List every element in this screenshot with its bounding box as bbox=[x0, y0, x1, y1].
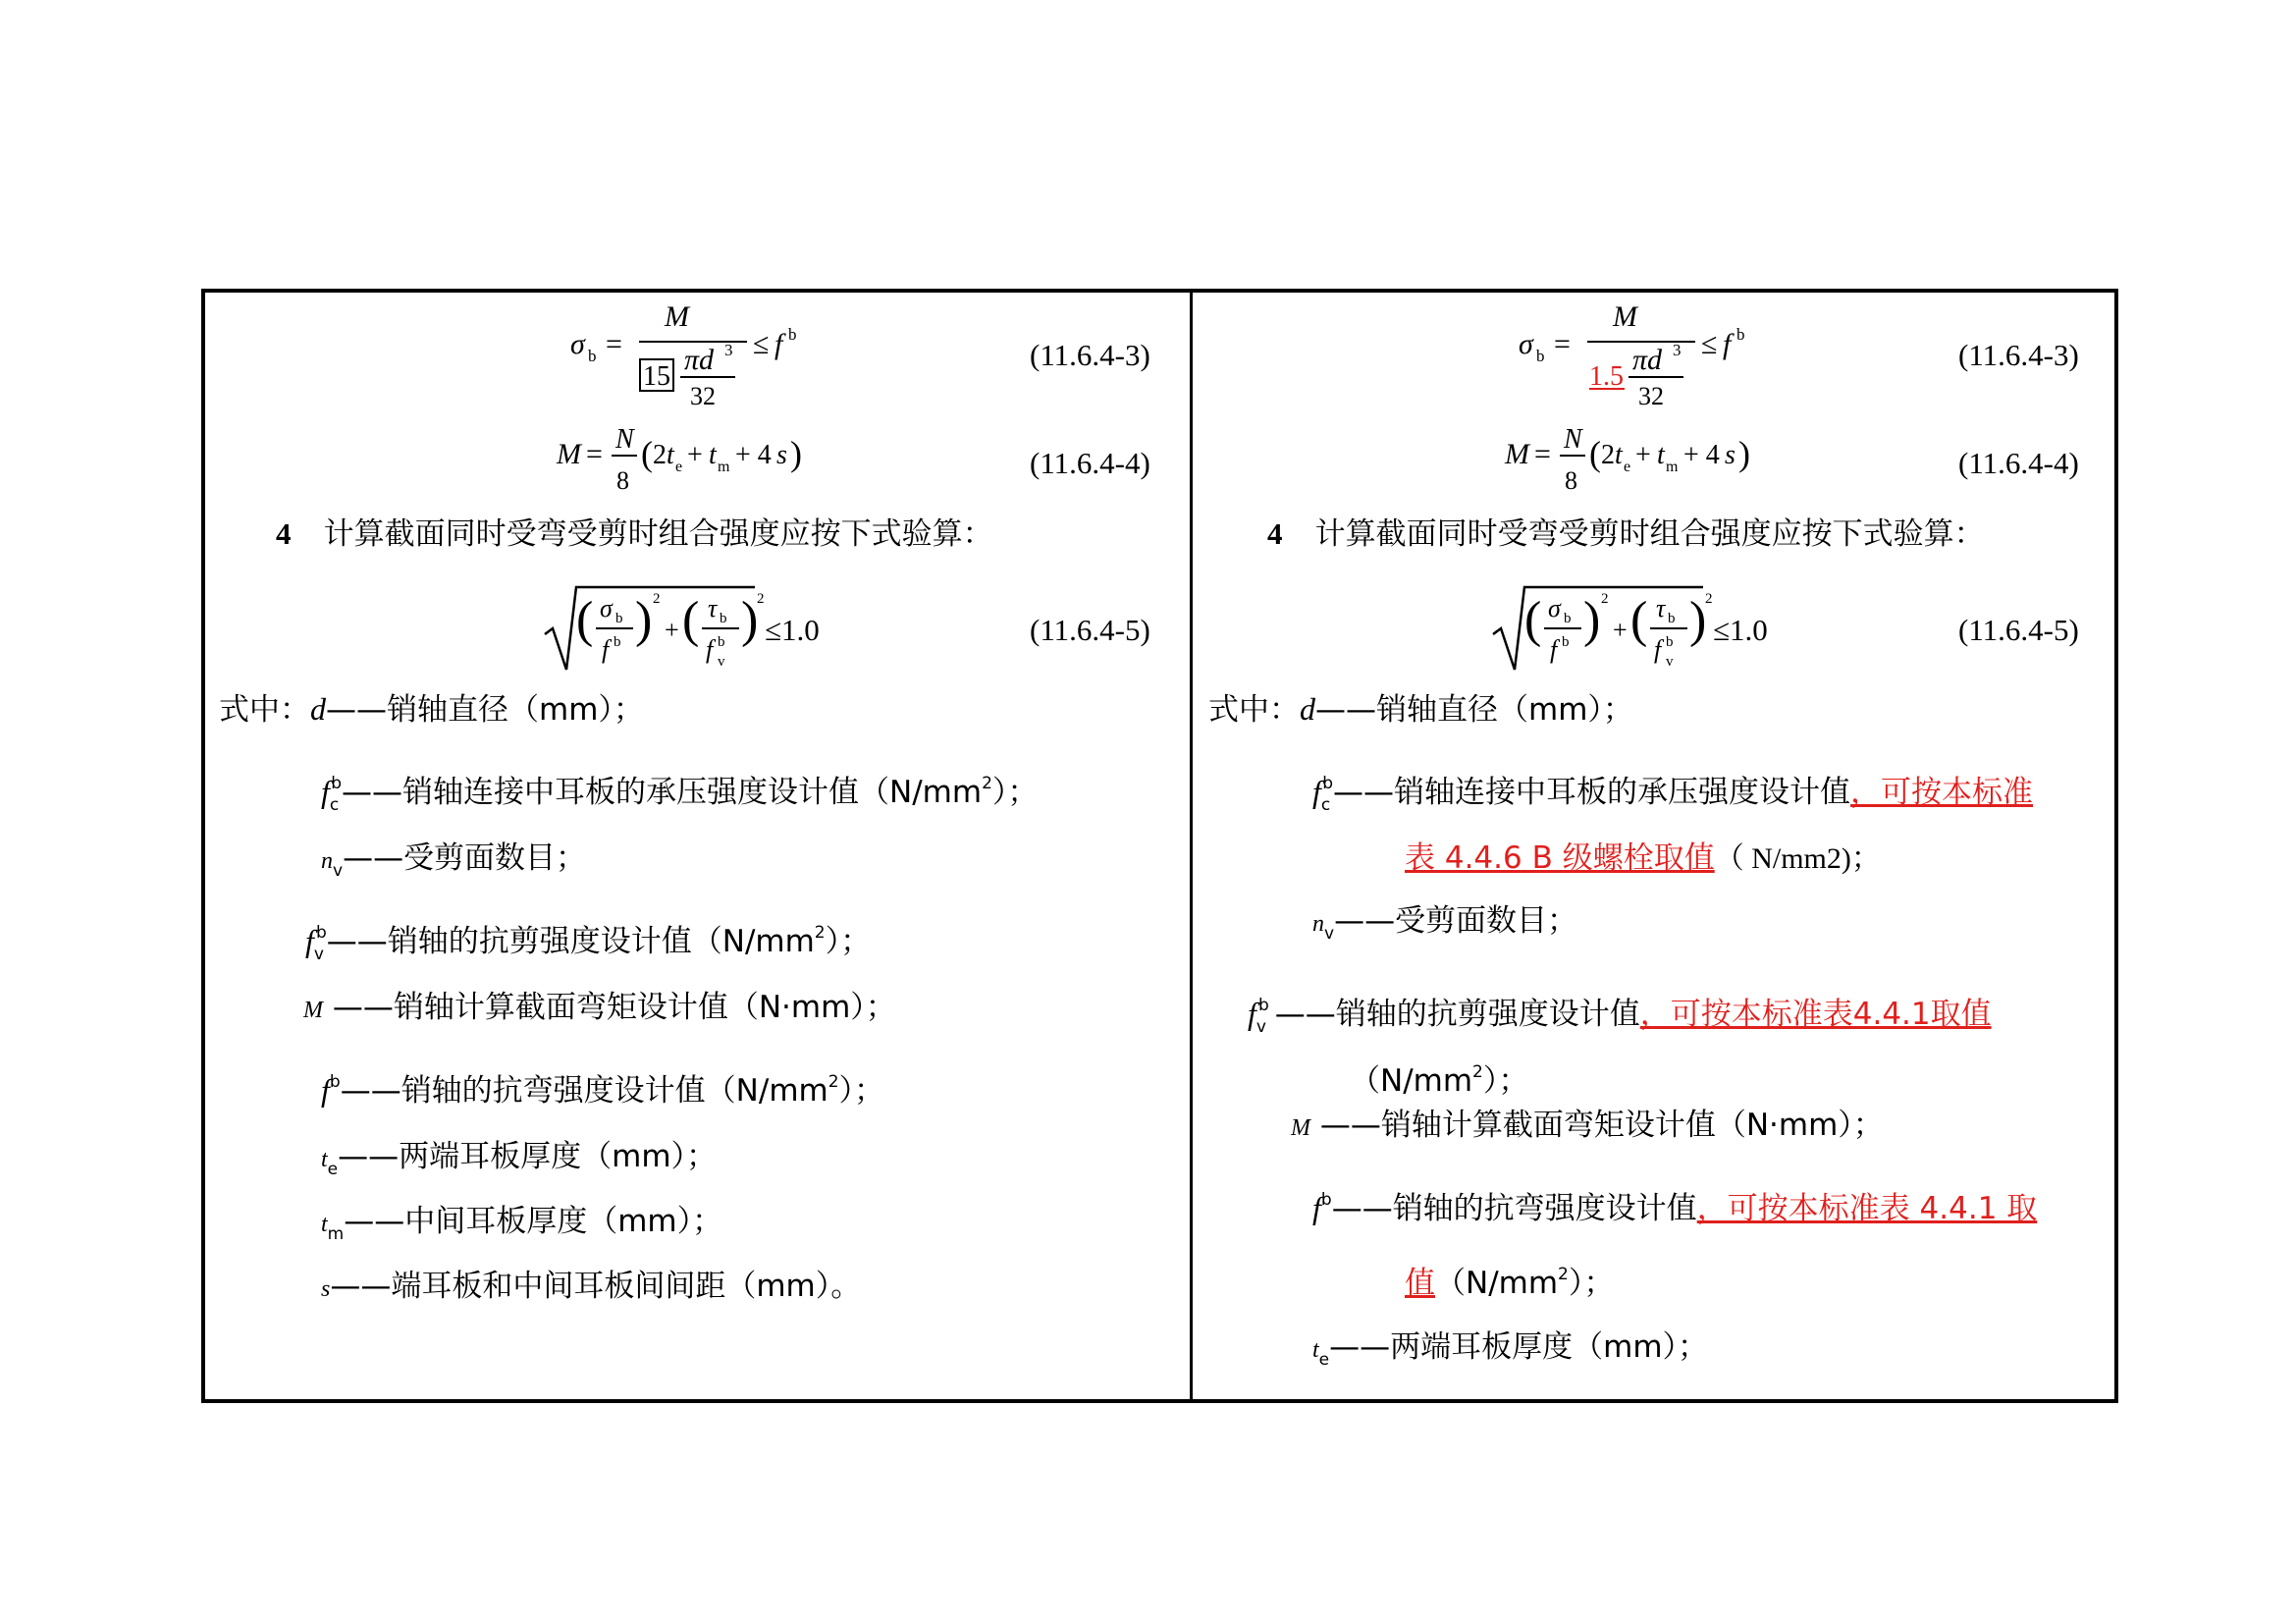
def-d-right: 式中：d——销轴直径（mm）； bbox=[1208, 691, 1633, 728]
svg-text:=: = bbox=[606, 328, 622, 360]
svg-text:M: M bbox=[557, 438, 581, 470]
step-text: 计算截面同时受弯受剪时组合强度应按下式验算： bbox=[323, 516, 993, 552]
eq-label-11-6-4-3-right: (11.6.4-3) bbox=[1958, 338, 2079, 372]
svg-text:v: v bbox=[1666, 654, 1674, 670]
svg-text:b: b bbox=[1668, 611, 1676, 626]
def-fcb-right-cont: 表 4.4.6 B 级螺栓取值（ N/mm2)； bbox=[1405, 840, 1881, 876]
def-fb-left: $f^b——$销轴的抗弯强度设计值$(N/mm^2)$； bbox=[321, 1072, 885, 1109]
sigma-symbol: σ bbox=[570, 328, 585, 360]
formula-11-6-4-3-right bbox=[1507, 298, 1762, 411]
svg-text:b: b bbox=[788, 325, 797, 344]
svg-text:2: 2 bbox=[757, 591, 765, 607]
svg-text:): ) bbox=[635, 592, 653, 648]
left-column bbox=[205, 289, 1190, 1403]
def-M-left: M ——销轴计算截面弯矩设计值（N·mm）； bbox=[303, 990, 896, 1025]
coefficient-1-5: 1.5 bbox=[1589, 361, 1624, 392]
svg-text:b: b bbox=[588, 347, 597, 365]
formula-11-6-4-4-right bbox=[1495, 418, 1770, 497]
svg-text:2: 2 bbox=[1705, 591, 1713, 607]
svg-text:M: M bbox=[1505, 438, 1529, 470]
revision-text: 表 4.4.6 B 级螺栓取值 bbox=[1405, 840, 1715, 876]
svg-text:τ: τ bbox=[708, 594, 718, 623]
svg-text:b: b bbox=[1564, 611, 1572, 626]
svg-text:3: 3 bbox=[1673, 341, 1682, 359]
inequality-rhs-right: ≤1.0 bbox=[1713, 613, 1768, 647]
svg-text:+: + bbox=[1613, 616, 1628, 644]
svg-text:t: t bbox=[1657, 440, 1665, 470]
svg-text:8: 8 bbox=[616, 466, 629, 495]
revision-text: ，可按本标准表 4.4.1 取 bbox=[1696, 1191, 2038, 1226]
svg-text:): ) bbox=[1583, 592, 1601, 648]
eq-label-11-6-4-4-right: (11.6.4-4) bbox=[1958, 446, 2079, 480]
svg-text:f: f bbox=[706, 635, 714, 664]
svg-text:b: b bbox=[1536, 347, 1545, 365]
svg-text:σ: σ bbox=[1519, 328, 1533, 360]
svg-text:σ: σ bbox=[1548, 594, 1561, 623]
eq-label-11-6-4-5-left: (11.6.4-5) bbox=[1030, 613, 1150, 647]
svg-text:): ) bbox=[1738, 434, 1750, 473]
svg-text:=: = bbox=[586, 438, 603, 470]
svg-text:3: 3 bbox=[724, 341, 733, 359]
svg-text:2: 2 bbox=[653, 591, 661, 607]
svg-text:(: ( bbox=[641, 434, 653, 473]
def-fcb-left: $f_c^b——$销轴连接中耳板的承压强度设计值$(N/mm^2)$； bbox=[321, 774, 1039, 815]
svg-text:πd: πd bbox=[1632, 344, 1663, 376]
revision-text: ，可按本标准表4.4.1取值 bbox=[1639, 997, 1992, 1032]
def-fcb-right: $f_c^b——$销轴连接中耳板的承压强度设计值，可按本标准 bbox=[1312, 774, 2034, 815]
svg-text:b: b bbox=[1666, 634, 1674, 650]
svg-text:f: f bbox=[1550, 635, 1558, 664]
svg-text:m: m bbox=[1666, 459, 1679, 475]
svg-text:(: ( bbox=[1589, 434, 1601, 473]
svg-text:t: t bbox=[1615, 440, 1623, 470]
svg-text:t: t bbox=[667, 440, 674, 470]
coefficient-15: 15 bbox=[643, 361, 670, 392]
svg-text:b: b bbox=[1736, 325, 1745, 344]
eq-label-11-6-4-5-right: (11.6.4-5) bbox=[1958, 613, 2079, 647]
svg-text:+ 4: + 4 bbox=[1683, 440, 1720, 470]
svg-text:f: f bbox=[1654, 635, 1662, 664]
def-d-left: 式中：d——销轴直径（mm）； bbox=[219, 691, 644, 728]
symbol-d: d bbox=[310, 691, 326, 727]
svg-text:b: b bbox=[720, 611, 727, 626]
def-fb-right: $f^b——$销轴的抗弯强度设计值，可按本标准表 4.4.1 取 bbox=[1312, 1190, 2038, 1226]
svg-text:): ) bbox=[741, 592, 759, 648]
def-nv-right: $n_v——$受剪面数目； bbox=[1312, 903, 1578, 944]
svg-text:b: b bbox=[718, 634, 725, 650]
svg-text:(: ( bbox=[1524, 592, 1542, 648]
def-s-left: s——端耳板和中间耳板间间距（mm）。 bbox=[321, 1269, 862, 1304]
svg-text:πd: πd bbox=[684, 344, 715, 376]
svg-text:): ) bbox=[790, 434, 802, 473]
svg-text:s: s bbox=[1725, 440, 1735, 470]
svg-text:+ 4: + 4 bbox=[735, 440, 772, 470]
revision-text: 值 bbox=[1405, 1266, 1435, 1301]
svg-text:32: 32 bbox=[1638, 382, 1664, 410]
svg-text:m: m bbox=[718, 459, 730, 475]
svg-text:): ) bbox=[1689, 592, 1707, 648]
where-prefix: 式中： bbox=[219, 692, 310, 728]
svg-text:≤: ≤ bbox=[1701, 328, 1718, 360]
svg-text:M: M bbox=[1613, 300, 1637, 333]
svg-text:f: f bbox=[774, 328, 783, 360]
def-fvb-right-unit: $(N/mm^2)$； bbox=[1350, 1062, 1529, 1099]
svg-text:(: ( bbox=[682, 592, 700, 648]
svg-text:s: s bbox=[776, 440, 787, 470]
svg-text:+: + bbox=[1635, 440, 1651, 470]
step-number: 4 bbox=[276, 516, 292, 551]
svg-text:=: = bbox=[1534, 438, 1551, 470]
inequality-rhs-left: ≤1.0 bbox=[765, 613, 820, 647]
svg-text:σ: σ bbox=[600, 594, 613, 623]
def-fvb-right: $f_v^b$ ——销轴的抗剪强度设计值，可按本标准表4.4.1取值 bbox=[1248, 996, 1992, 1037]
svg-text:2: 2 bbox=[1601, 591, 1609, 607]
svg-text:+: + bbox=[687, 440, 703, 470]
step-4-left bbox=[276, 516, 993, 552]
svg-text:2: 2 bbox=[653, 440, 667, 470]
svg-text:f: f bbox=[1723, 328, 1732, 360]
svg-text:+: + bbox=[665, 616, 679, 644]
svg-text:f: f bbox=[602, 635, 610, 664]
def-fb-right-cont: 值$(N/mm^2)$； bbox=[1405, 1265, 1615, 1301]
eq-label-11-6-4-3-left: (11.6.4-3) bbox=[1030, 338, 1150, 372]
right-column bbox=[1193, 289, 2114, 1403]
svg-text:N: N bbox=[615, 424, 634, 455]
eq-label-11-6-4-4-left: (11.6.4-4) bbox=[1030, 446, 1150, 480]
svg-text:t: t bbox=[709, 440, 717, 470]
revision-text: ，可按本标准 bbox=[1850, 775, 2034, 810]
svg-text:e: e bbox=[675, 459, 683, 475]
formula-11-6-4-3-left bbox=[559, 298, 814, 411]
svg-text:M: M bbox=[665, 300, 689, 333]
svg-text:32: 32 bbox=[690, 382, 716, 410]
svg-text:τ: τ bbox=[1656, 594, 1666, 623]
def-M-right: M ——销轴计算截面弯矩设计值（N·mm）； bbox=[1291, 1108, 1884, 1143]
def-tm-left: $t_m——$中间耳板厚度（mm）； bbox=[321, 1204, 723, 1244]
svg-text:=: = bbox=[1554, 328, 1571, 360]
svg-text:N: N bbox=[1564, 424, 1582, 455]
svg-text:(: ( bbox=[576, 592, 594, 648]
svg-text:v: v bbox=[718, 654, 725, 670]
formula-11-6-4-4-left bbox=[547, 418, 822, 497]
svg-text:b: b bbox=[614, 634, 621, 650]
def-te-left: $t_e——$两端耳板厚度（mm）； bbox=[321, 1139, 718, 1179]
svg-text:b: b bbox=[615, 611, 623, 626]
step-4-right: 4 计算截面同时受弯受剪时组合强度应按下式验算： bbox=[1267, 516, 1985, 552]
svg-text:8: 8 bbox=[1565, 466, 1577, 495]
svg-text:≤: ≤ bbox=[753, 328, 770, 360]
svg-text:b: b bbox=[1562, 634, 1570, 650]
def-nv-left: $n_v——$受剪面数目； bbox=[321, 840, 587, 881]
def-te-right: $t_e——$两端耳板厚度（mm）； bbox=[1312, 1329, 1709, 1370]
svg-text:(: ( bbox=[1630, 592, 1648, 648]
def-fvb-left: $f_v^b——$销轴的抗剪强度设计值$(N/mm^2)$； bbox=[305, 923, 872, 964]
svg-text:2: 2 bbox=[1601, 440, 1615, 470]
svg-text:e: e bbox=[1624, 459, 1631, 475]
